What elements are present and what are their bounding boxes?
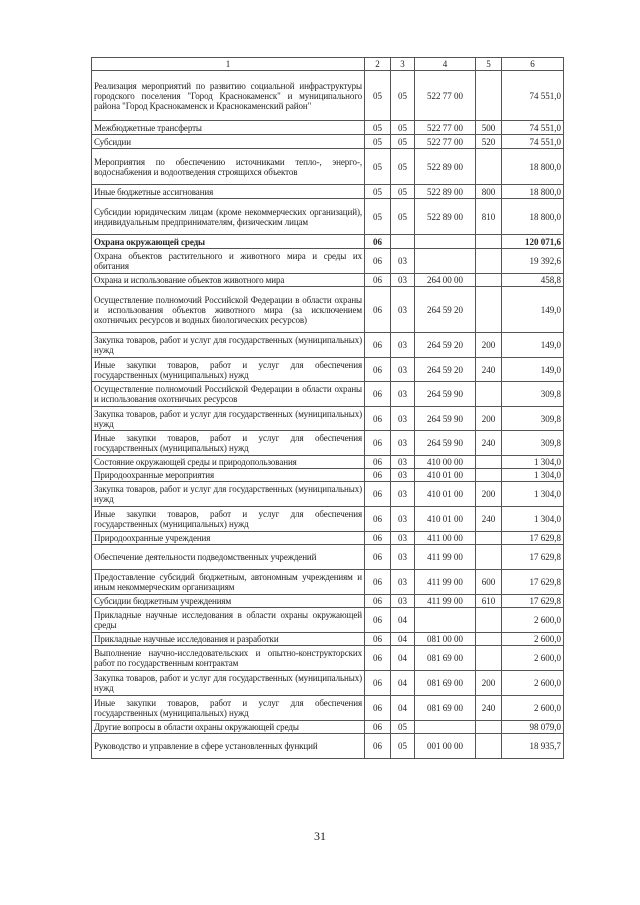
- table-row: [92, 185, 564, 199]
- row-subsection-cell: 03: [391, 249, 415, 274]
- table-row: [92, 482, 564, 507]
- row-expense-type-cell: 500: [476, 121, 502, 135]
- header-col-5: 5: [476, 58, 502, 71]
- row-name-cell: Состояние окружающей среды и природопользования: [92, 456, 365, 469]
- row-subsection-cell: 03: [391, 482, 415, 507]
- row-amount-cell: 1 304,0: [502, 456, 564, 469]
- row-subsection-cell: 03: [391, 570, 415, 595]
- row-subsection-cell: 04: [391, 608, 415, 633]
- row-target-article-cell: 264 59 90: [415, 382, 476, 407]
- row-expense-type-cell: [476, 721, 502, 734]
- row-name-cell: Охрана объектов растительного и животного мира и среды их обитания: [92, 249, 365, 274]
- table-row: [92, 734, 564, 759]
- table-row: [92, 646, 564, 671]
- row-subsection-cell: 03: [391, 456, 415, 469]
- row-target-article-cell: 081 69 00: [415, 646, 476, 671]
- row-subsection-cell: 03: [391, 407, 415, 431]
- row-expense-type-cell: 800: [476, 185, 502, 199]
- row-section-cell: 06: [365, 545, 391, 570]
- table-row: [92, 287, 564, 333]
- row-amount-cell: 1 304,0: [502, 469, 564, 482]
- row-target-article-cell: 522 89 00: [415, 199, 476, 235]
- row-target-article-cell: 522 77 00: [415, 71, 476, 121]
- row-section-cell: 05: [365, 185, 391, 199]
- row-name-cell: Мероприятия по обеспечению источниками тепло-, энерго-, водоснабжения и водоотведения строящихся объектов: [92, 149, 365, 185]
- row-amount-cell: 2 600,0: [502, 633, 564, 646]
- row-expense-type-cell: 600: [476, 570, 502, 595]
- row-amount-cell: 2 600,0: [502, 671, 564, 696]
- table-row: [92, 608, 564, 633]
- row-name-cell: Иные закупки товаров, работ и услуг для обеспечения государственных (муниципальных) нужд: [92, 431, 365, 456]
- row-section-cell: 06: [365, 235, 391, 249]
- table-row: [92, 532, 564, 545]
- row-section-cell: 06: [365, 633, 391, 646]
- row-name-cell: Охрана окружающей среды: [92, 235, 365, 249]
- row-amount-cell: 1 304,0: [502, 507, 564, 532]
- row-amount-cell: 149,0: [502, 358, 564, 382]
- table-row: [92, 135, 564, 149]
- row-expense-type-cell: 810: [476, 199, 502, 235]
- row-section-cell: 06: [365, 249, 391, 274]
- row-amount-cell: 149,0: [502, 333, 564, 358]
- row-subsection-cell: 04: [391, 646, 415, 671]
- header-col-3: 3: [391, 58, 415, 71]
- row-section-cell: 06: [365, 469, 391, 482]
- row-amount-cell: 74 551,0: [502, 135, 564, 149]
- row-name-cell: Закупка товаров, работ и услуг для государственных (муниципальных) нужд: [92, 333, 365, 358]
- row-target-article-cell: 264 59 90: [415, 407, 476, 431]
- row-target-article-cell: 411 99 00: [415, 570, 476, 595]
- row-target-article-cell: [415, 235, 476, 249]
- row-name-cell: Иные закупки товаров, работ и услуг для обеспечения государственных (муниципальных) нужд: [92, 696, 365, 721]
- row-subsection-cell: 03: [391, 532, 415, 545]
- row-expense-type-cell: 240: [476, 696, 502, 721]
- row-target-article-cell: 410 01 00: [415, 482, 476, 507]
- row-expense-type-cell: [476, 608, 502, 633]
- row-name-cell: Субсидии: [92, 135, 365, 149]
- row-expense-type-cell: 240: [476, 358, 502, 382]
- row-name-cell: Охрана и использование объектов животного мира: [92, 274, 365, 287]
- row-name-cell: Другие вопросы в области охраны окружающей среды: [92, 721, 365, 734]
- row-subsection-cell: 04: [391, 696, 415, 721]
- table-row: [92, 149, 564, 185]
- row-name-cell: Межбюджетные трансферты: [92, 121, 365, 135]
- budget-table: [91, 57, 564, 759]
- row-target-article-cell: 410 01 00: [415, 507, 476, 532]
- row-target-article-cell: 410 01 00: [415, 469, 476, 482]
- table-row: [92, 545, 564, 570]
- row-expense-type-cell: [476, 71, 502, 121]
- table-row: [92, 407, 564, 431]
- row-expense-type-cell: [476, 249, 502, 274]
- table-row: [92, 199, 564, 235]
- row-name-cell: Природоохранные мероприятия: [92, 469, 365, 482]
- row-amount-cell: 18 935,7: [502, 734, 564, 759]
- row-section-cell: 05: [365, 199, 391, 235]
- row-expense-type-cell: [476, 734, 502, 759]
- table-row: [92, 696, 564, 721]
- row-target-article-cell: 001 00 00: [415, 734, 476, 759]
- row-target-article-cell: 264 59 20: [415, 358, 476, 382]
- table-row: [92, 249, 564, 274]
- row-section-cell: 06: [365, 734, 391, 759]
- table-row: [92, 358, 564, 382]
- row-subsection-cell: 05: [391, 199, 415, 235]
- row-name-cell: Субсидии юридическим лицам (кроме некоммерческих организаций), индивидуальным предпринимателям, физическим лицам: [92, 199, 365, 235]
- row-name-cell: Иные закупки товаров, работ и услуг для обеспечения государственных (муниципальных) нужд: [92, 358, 365, 382]
- row-target-article-cell: 411 99 00: [415, 595, 476, 608]
- row-name-cell: Осуществление полномочий Российской Федерации в области охраны и использования охотничьих ресурсов: [92, 382, 365, 407]
- row-amount-cell: 17 629,8: [502, 595, 564, 608]
- table-row: [92, 456, 564, 469]
- row-subsection-cell: 05: [391, 185, 415, 199]
- row-target-article-cell: 522 89 00: [415, 149, 476, 185]
- row-amount-cell: 17 629,8: [502, 532, 564, 545]
- row-name-cell: Выполнение научно-исследовательских и опытно-конструкторских работ по государственным контрактам: [92, 646, 365, 671]
- row-name-cell: Осуществление полномочий Российской Федерации в области охраны и использования объектов животного мира (за исключением охотничьих ресурсов и водных биологических ресурсов): [92, 287, 365, 333]
- row-section-cell: 06: [365, 721, 391, 734]
- row-subsection-cell: 05: [391, 149, 415, 185]
- table-row: [92, 671, 564, 696]
- row-target-article-cell: 411 99 00: [415, 545, 476, 570]
- row-target-article-cell: 522 89 00: [415, 185, 476, 199]
- table-row: [92, 121, 564, 135]
- row-target-article-cell: 410 00 00: [415, 456, 476, 469]
- row-subsection-cell: 03: [391, 545, 415, 570]
- row-subsection-cell: 04: [391, 633, 415, 646]
- row-expense-type-cell: 520: [476, 135, 502, 149]
- row-expense-type-cell: 200: [476, 482, 502, 507]
- row-name-cell: Иные закупки товаров, работ и услуг для обеспечения государственных (муниципальных) нужд: [92, 507, 365, 532]
- table-row: [92, 431, 564, 456]
- row-subsection-cell: 03: [391, 274, 415, 287]
- row-expense-type-cell: [476, 646, 502, 671]
- row-subsection-cell: 03: [391, 507, 415, 532]
- row-section-cell: 06: [365, 407, 391, 431]
- table-row: [92, 382, 564, 407]
- row-section-cell: 06: [365, 608, 391, 633]
- row-subsection-cell: 05: [391, 135, 415, 149]
- row-section-cell: 06: [365, 287, 391, 333]
- row-name-cell: Природоохранные учреждения: [92, 532, 365, 545]
- row-amount-cell: 2 600,0: [502, 696, 564, 721]
- table-row: [92, 633, 564, 646]
- row-subsection-cell: 05: [391, 121, 415, 135]
- row-expense-type-cell: 240: [476, 431, 502, 456]
- row-target-article-cell: [415, 608, 476, 633]
- row-name-cell: Руководство и управление в сфере установленных функций: [92, 734, 365, 759]
- row-target-article-cell: 411 00 00: [415, 532, 476, 545]
- header-col-1: 1: [92, 58, 365, 71]
- row-expense-type-cell: 200: [476, 407, 502, 431]
- row-section-cell: 06: [365, 570, 391, 595]
- row-amount-cell: 1 304,0: [502, 482, 564, 507]
- row-amount-cell: 120 071,6: [502, 235, 564, 249]
- row-section-cell: 06: [365, 431, 391, 456]
- row-amount-cell: 149,0: [502, 287, 564, 333]
- row-subsection-cell: 05: [391, 71, 415, 121]
- row-target-article-cell: 081 00 00: [415, 633, 476, 646]
- row-amount-cell: 2 600,0: [502, 646, 564, 671]
- page-number: 31: [314, 829, 326, 843]
- row-section-cell: 06: [365, 507, 391, 532]
- row-target-article-cell: 522 77 00: [415, 135, 476, 149]
- row-subsection-cell: 03: [391, 595, 415, 608]
- row-section-cell: 06: [365, 482, 391, 507]
- header-col-4: 4: [415, 58, 476, 71]
- table-row: [92, 570, 564, 595]
- row-name-cell: Закупка товаров, работ и услуг для государственных (муниципальных) нужд: [92, 407, 365, 431]
- row-subsection-cell: 05: [391, 721, 415, 734]
- row-name-cell: Обеспечение деятельности подведомственных учреждений: [92, 545, 365, 570]
- row-subsection-cell: 03: [391, 431, 415, 456]
- row-amount-cell: 18 800,0: [502, 185, 564, 199]
- row-target-article-cell: [415, 721, 476, 734]
- row-section-cell: 05: [365, 135, 391, 149]
- row-expense-type-cell: [476, 274, 502, 287]
- row-target-article-cell: 264 00 00: [415, 274, 476, 287]
- row-expense-type-cell: 200: [476, 333, 502, 358]
- row-name-cell: Реализация мероприятий по развитию социальной инфраструктуры городского поселения "Город Краснокаменск" и муниципального района "Город Краснокаменск и Краснокаменский район": [92, 71, 365, 121]
- row-amount-cell: 18 800,0: [502, 199, 564, 235]
- row-section-cell: 06: [365, 333, 391, 358]
- row-target-article-cell: 081 69 00: [415, 671, 476, 696]
- row-section-cell: 05: [365, 149, 391, 185]
- row-section-cell: 06: [365, 646, 391, 671]
- row-subsection-cell: 03: [391, 382, 415, 407]
- row-section-cell: 06: [365, 532, 391, 545]
- table-row: [92, 71, 564, 121]
- row-section-cell: 06: [365, 595, 391, 608]
- row-subsection-cell: 03: [391, 358, 415, 382]
- row-name-cell: Субсидии бюджетным учреждениям: [92, 595, 365, 608]
- row-expense-type-cell: [476, 532, 502, 545]
- table-row: [92, 469, 564, 482]
- row-amount-cell: 309,8: [502, 431, 564, 456]
- row-amount-cell: 74 551,0: [502, 71, 564, 121]
- row-section-cell: 06: [365, 358, 391, 382]
- row-amount-cell: 74 551,0: [502, 121, 564, 135]
- row-amount-cell: 17 629,8: [502, 545, 564, 570]
- row-section-cell: 05: [365, 121, 391, 135]
- row-section-cell: 06: [365, 671, 391, 696]
- row-expense-type-cell: 200: [476, 671, 502, 696]
- row-subsection-cell: 03: [391, 287, 415, 333]
- row-name-cell: Закупка товаров, работ и услуг для государственных (муниципальных) нужд: [92, 482, 365, 507]
- row-expense-type-cell: [476, 235, 502, 249]
- row-expense-type-cell: 240: [476, 507, 502, 532]
- row-amount-cell: 309,8: [502, 382, 564, 407]
- table-row: [92, 274, 564, 287]
- row-target-article-cell: [415, 249, 476, 274]
- row-expense-type-cell: [476, 382, 502, 407]
- row-expense-type-cell: [476, 149, 502, 185]
- row-target-article-cell: 264 59 20: [415, 333, 476, 358]
- table-row: [92, 595, 564, 608]
- row-amount-cell: 2 600,0: [502, 608, 564, 633]
- row-name-cell: Иные бюджетные ассигнования: [92, 185, 365, 199]
- header-col-6: 6: [502, 58, 564, 71]
- row-amount-cell: 458,8: [502, 274, 564, 287]
- row-subsection-cell: 03: [391, 469, 415, 482]
- row-name-cell: Прикладные научные исследования в области охраны окружающей среды: [92, 608, 365, 633]
- row-target-article-cell: 522 77 00: [415, 121, 476, 135]
- row-section-cell: 06: [365, 456, 391, 469]
- row-name-cell: Прикладные научные исследования и разработки: [92, 633, 365, 646]
- row-expense-type-cell: [476, 633, 502, 646]
- row-target-article-cell: 264 59 90: [415, 431, 476, 456]
- row-amount-cell: 17 629,8: [502, 570, 564, 595]
- row-section-cell: 06: [365, 696, 391, 721]
- row-name-cell: Предоставление субсидий бюджетным, автономным учреждениям и иным некоммерческим организациям: [92, 570, 365, 595]
- row-subsection-cell: 04: [391, 671, 415, 696]
- table-row: [92, 333, 564, 358]
- row-amount-cell: 98 079,0: [502, 721, 564, 734]
- row-expense-type-cell: [476, 456, 502, 469]
- row-target-article-cell: 264 59 20: [415, 287, 476, 333]
- table-row: [92, 721, 564, 734]
- row-subsection-cell: 03: [391, 333, 415, 358]
- row-section-cell: 06: [365, 382, 391, 407]
- row-amount-cell: 18 800,0: [502, 149, 564, 185]
- table-header-row: [92, 58, 564, 71]
- row-expense-type-cell: [476, 287, 502, 333]
- header-col-2: 2: [365, 58, 391, 71]
- row-section-cell: 05: [365, 71, 391, 121]
- row-expense-type-cell: [476, 469, 502, 482]
- row-amount-cell: 309,8: [502, 407, 564, 431]
- row-expense-type-cell: [476, 545, 502, 570]
- row-name-cell: Закупка товаров, работ и услуг для государственных (муниципальных) нужд: [92, 671, 365, 696]
- row-subsection-cell: [391, 235, 415, 249]
- row-section-cell: 06: [365, 274, 391, 287]
- table-row: [92, 507, 564, 532]
- row-subsection-cell: 05: [391, 734, 415, 759]
- row-expense-type-cell: 610: [476, 595, 502, 608]
- row-amount-cell: 19 392,6: [502, 249, 564, 274]
- table-row: [92, 235, 564, 249]
- row-target-article-cell: 081 69 00: [415, 696, 476, 721]
